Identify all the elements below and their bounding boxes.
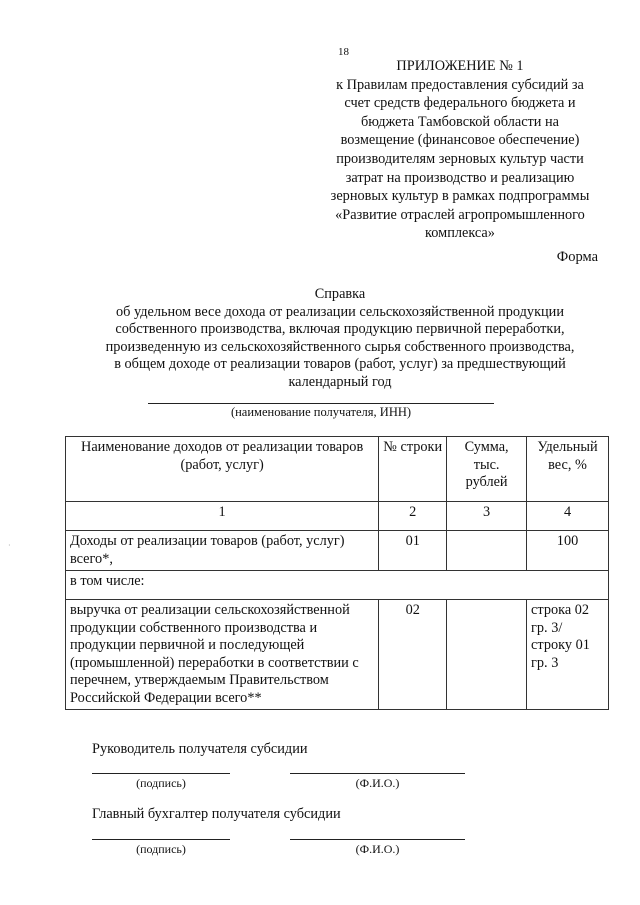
title-line: в общем доходе от реализации товаров (работ, услуг) за предшествующий [114, 356, 566, 372]
appendix-line: к Правилам предоставления субсидий за [336, 76, 584, 93]
income-table [65, 436, 609, 710]
header-name: Наименование доходов от реализации товаров (работ, услуг) [66, 437, 379, 502]
title-heading: Справка [314, 286, 366, 302]
title-line: календарный год [288, 373, 392, 390]
sum-cell[interactable] [447, 531, 527, 571]
row-name: Доходы от реализации товаров (работ, услуг) всего*, [66, 531, 379, 571]
accountant-signature-line[interactable] [92, 839, 230, 840]
accountant-signature-title: Главный бухгалтер получателя субсидии [92, 806, 341, 822]
table-row [66, 531, 609, 571]
appendix-line: комплекса» [425, 225, 495, 242]
row-name: выручка от реализации сельскохозяйственной продукции собственного производства и продукции первичной и последующей (промышленной) переработки в соответствии с перечнем, утверждаемым Правительством Российской Федерации всего** [66, 600, 379, 710]
appendix-line: «Развитие отраслей агропромышленного [335, 206, 585, 223]
column-number-row [66, 502, 609, 531]
appendix-line: затрат на производство и реализацию [345, 169, 575, 186]
share-cell: 100 [527, 531, 609, 571]
form-label: Форма [556, 249, 598, 265]
appendix-line: производителям зерновых культур части [336, 150, 584, 167]
accountant-name-line[interactable] [290, 839, 465, 840]
row-number: 01 [379, 531, 447, 571]
table-row [66, 600, 609, 710]
name-caption: (Ф.И.О.) [355, 776, 400, 790]
column-number: 1 [66, 502, 379, 531]
share-cell: строка 02 гр. 3/ строку 01 гр. 3 [527, 600, 609, 710]
signature-caption: (подпись) [136, 776, 186, 790]
including-label: в том числе: [66, 571, 609, 600]
appendix-header [300, 57, 620, 243]
title-line: произведенную из сельскохозяйственного сырья собственного производства, [105, 338, 575, 355]
recipient-caption: (наименование получателя, ИНН) [230, 405, 412, 419]
title-line: об удельном весе дохода от реализации сельскохозяйственной продукции [116, 303, 564, 320]
header-share: Удельный вес, % [527, 437, 609, 502]
header-sum: Сумма, тыс. рублей [447, 437, 527, 502]
document-title [70, 286, 610, 391]
appendix-line: бюджета Тамбовской области на [360, 113, 560, 130]
appendix-line: ПРИЛОЖЕНИЕ № 1 [396, 58, 524, 74]
sum-cell[interactable] [447, 600, 527, 710]
header-row-no: № строки [379, 437, 447, 502]
signature-caption: (подпись) [136, 842, 186, 856]
table-row [66, 571, 609, 600]
recipient-fill-line[interactable] [148, 403, 494, 404]
head-signature-line[interactable] [92, 773, 230, 774]
table-header-row [66, 437, 609, 502]
column-number: 4 [527, 502, 609, 531]
column-number: 3 [447, 502, 527, 531]
head-signature-title: Руководитель получателя субсидии [92, 741, 308, 757]
name-caption: (Ф.И.О.) [355, 842, 400, 856]
appendix-line: счет средств федерального бюджета и [344, 95, 576, 112]
title-line: собственного производства, включая продукцию первичной переработки, [115, 321, 565, 337]
page-number: 18 [338, 46, 349, 58]
margin-mark: · [8, 541, 11, 550]
appendix-line: зерновых культур в рамках подпрограммы [330, 188, 590, 205]
head-name-line[interactable] [290, 773, 465, 774]
column-number: 2 [379, 502, 447, 531]
row-number: 02 [379, 600, 447, 710]
appendix-line: возмещение (финансовое обеспечение) [340, 132, 580, 149]
